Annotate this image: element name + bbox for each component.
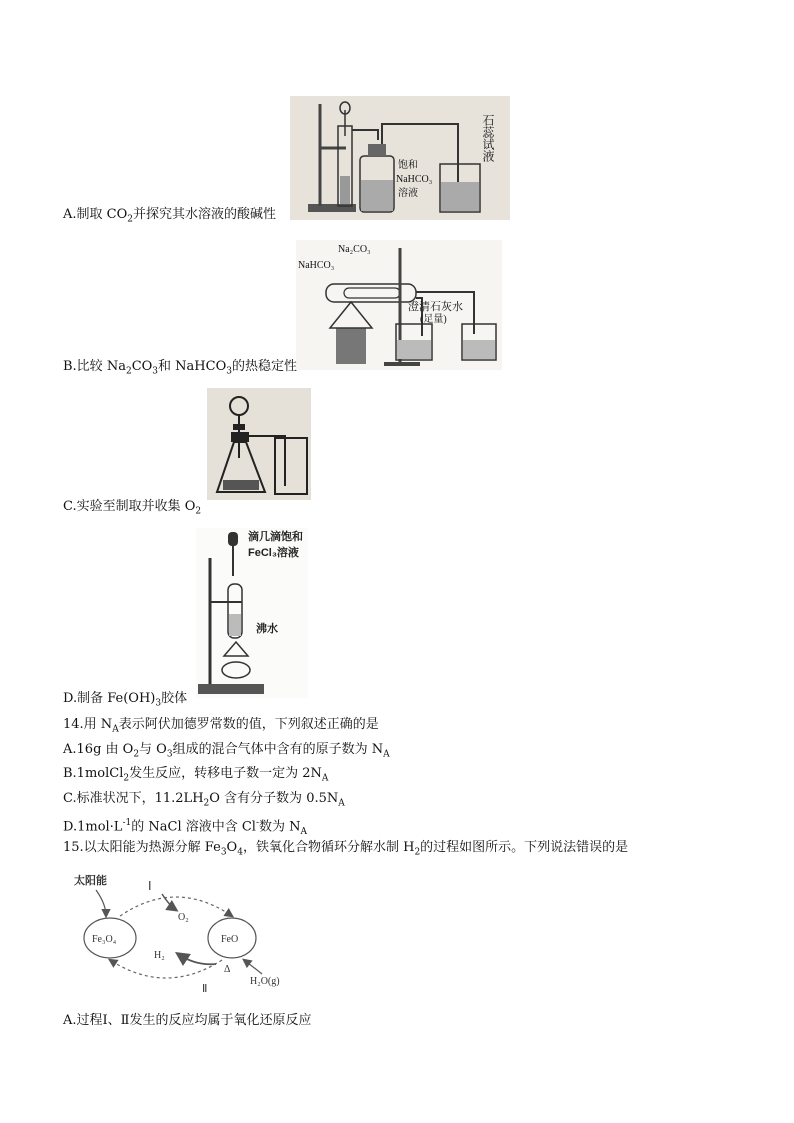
q14-option-b (63, 765, 328, 788)
feo-label: FeO (221, 934, 239, 945)
text-part: 胶体 (161, 691, 188, 706)
text-sub: 3 (155, 698, 162, 709)
q14-option-c (63, 790, 345, 813)
text-part: C.标准状况下，11.2LH (63, 791, 204, 806)
figure-d-colloid-apparatus (196, 528, 308, 698)
text-part: 表示阿伏加德罗常数的值，下列叙述正确的是 (118, 717, 379, 732)
process-1-label: Ⅰ (148, 879, 152, 893)
text-part: ，铁氧化合物循环分解水制 H (242, 840, 415, 855)
text-sub: 2 (125, 366, 132, 377)
fig-b-lime-label-1: 澄清石灰水 (408, 301, 463, 313)
figure-a-co2-apparatus (290, 96, 510, 220)
text-sub: A (112, 724, 119, 735)
h2o-label: H₂O(g) (250, 976, 280, 987)
text-part: 14.用 N (63, 717, 113, 732)
q14-option-d (63, 814, 307, 841)
text-part: D.制备 Fe(OH) (63, 691, 156, 706)
text-part: 组成的混合气体中含有的原子数为 N (172, 742, 384, 757)
text-part: 的 NaCl 溶液中含 Cl (131, 819, 256, 835)
text-sub: 3 (220, 847, 227, 858)
text-sub: 2 (133, 749, 140, 760)
text-part: D.1mol·L (63, 819, 123, 835)
q13-option-b (63, 358, 297, 381)
text-part: O 含有分子数为 0.5N (209, 791, 339, 806)
o2-label: O₂ (178, 912, 189, 923)
text-part: B.1molCl (63, 766, 124, 781)
text-part: 与 O (139, 742, 167, 757)
text-part: C.实验至制取并收集 O (63, 499, 196, 514)
q13-option-d (63, 690, 187, 713)
fig-a-side-label: 石蕊试液 (481, 114, 495, 162)
q14-option-a (63, 741, 390, 764)
q15-option-a: A.过程Ⅰ、Ⅱ发生的反应均属于氧化还原反应 (63, 1013, 312, 1028)
text-sub: 3 (152, 366, 159, 377)
figure-iron-oxide-cycle (66, 868, 296, 996)
text-part: CO (131, 359, 153, 374)
text-part: B.比较 Na (63, 359, 126, 374)
text-part: 的过程如图所示。下列说法错误的是 (420, 840, 629, 855)
fig-d-drop-label-2: FeCl₃溶液 (248, 547, 299, 559)
text-sub: 2 (123, 773, 130, 784)
fig-a-bottle-label-2: NaHCO₃ (396, 174, 433, 185)
fe3o4-label: Fe₃O₄ (92, 934, 117, 945)
text-part: A.制取 CO (63, 207, 128, 222)
text-part: 数为 N (259, 819, 301, 835)
text-part: 发生反应，转移电子数一定为 2N (129, 766, 322, 781)
text-sub: A (338, 798, 345, 809)
fig-d-water-label: 沸水 (256, 623, 278, 635)
q13-option-c (63, 498, 201, 521)
fig-d-drop-label-1: 滴几滴饱和 (248, 531, 303, 543)
figure-b-thermal-stability (296, 240, 502, 370)
text-sub: 2 (203, 798, 210, 809)
text-sub: 4 (237, 847, 243, 858)
text-sub: 2 (414, 847, 421, 858)
text-part: 的热稳定性 (231, 359, 297, 374)
fig-a-bottle-label-1: 饱和 (398, 160, 418, 171)
sun-label: 太阳能 (74, 875, 107, 887)
text-part: 并探究其水溶液的酸碱性 (133, 207, 277, 222)
figure-c-o2-apparatus (207, 388, 311, 500)
text-sub: 2 (127, 214, 133, 225)
text-sub: A (383, 749, 390, 760)
fig-b-na2co3-label: Na₂CO₃ (338, 244, 371, 255)
text-sup: - (255, 818, 260, 828)
h2-label: H₂ (154, 950, 165, 961)
text-sub: A (300, 826, 308, 837)
text-part: A.16g 由 O (63, 742, 134, 757)
fig-b-lime-label-2: (足量) (420, 314, 447, 325)
text-sub: 3 (166, 749, 173, 760)
fig-b-nahco3-label: NaHCO₃ (298, 260, 335, 271)
text-sup: -1 (122, 818, 132, 828)
text-sub: A (321, 773, 329, 784)
text-sub: 2 (195, 506, 202, 517)
fig-a-bottle-label-3: 溶液 (398, 188, 418, 199)
text-part: 和 NaHCO (158, 359, 227, 374)
q13-option-a (63, 206, 276, 229)
text-sub: 3 (226, 366, 232, 377)
process-2-label: Ⅱ (202, 983, 208, 995)
q15-stem (63, 839, 628, 862)
text-part: 15.以太阳能为热源分解 Fe (63, 840, 221, 855)
text-part: O (226, 840, 238, 855)
q14-stem (63, 716, 379, 739)
heat-label: Δ (224, 964, 231, 975)
